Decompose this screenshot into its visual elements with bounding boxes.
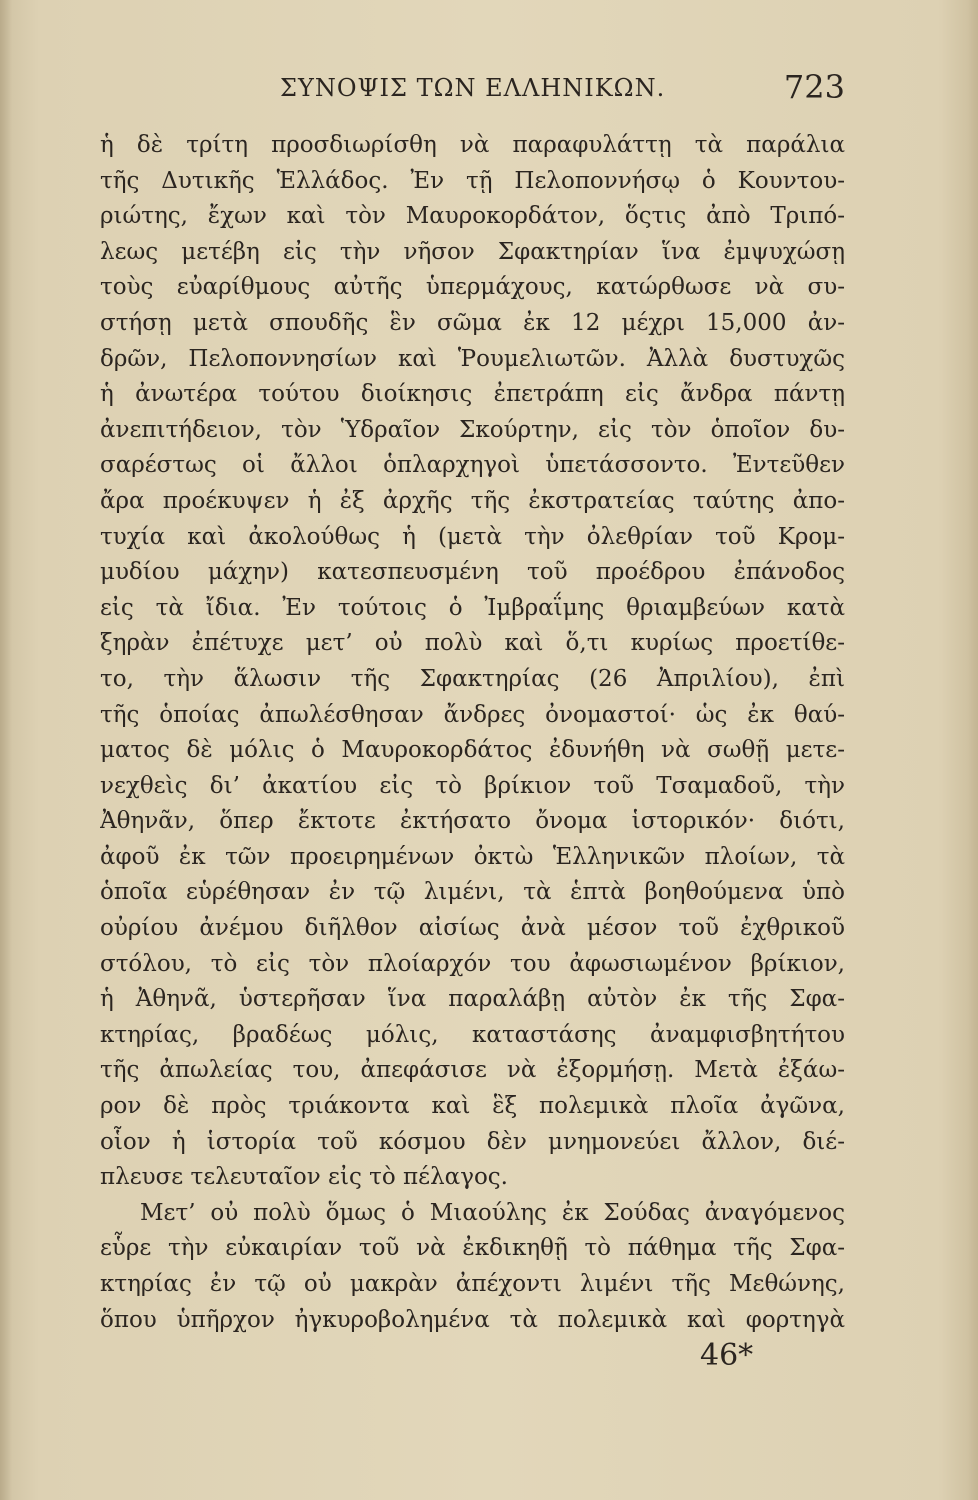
text-line: κτηρίας ἐν τῷ οὐ μακρὰν ἀπέχοντι λιμένι τῆς Μεθώνης, [100,1271,845,1297]
text-line: τῆς Δυτικῆς Ἑλλάδος. Ἐν τῇ Πελοποννήσῳ ὁ Κουντου- [100,167,845,194]
text-line: τῆς ἀπωλείας του, ἀπεφάσισε νὰ ἐξορμήσῃ. Μετὰ ἐξάω- [100,1057,845,1084]
paragraph-end-line: πλευσε τελευταῖον εἰς τὸ πέλαγος. [100,1164,508,1191]
text-line: ἡ Ἀθηνᾶ, ὑστερῆσαν ἵνα παραλάβῃ αὐτὸν ἐκ τῆς Σφα- [100,986,845,1013]
text-line: το, τὴν ἅλωσιν τῆς Σφακτηρίας (26 Ἀπριλίου), ἐπὶ [100,665,845,692]
text-line: εὗρε τὴν εὐκαιρίαν τοῦ νὰ ἐκδικηθῇ τὸ πάθημα τῆς Σφα- [100,1235,845,1262]
page-number: 723 [783,68,845,106]
text-line: τυχία καὶ ἀκολούθως ἡ (μετὰ τὴν ὀλεθρίαν τοῦ Κρομ- [100,523,845,550]
text-line: ματος δὲ μόλις ὁ Μαυροκορδάτος ἐδυνήθη νὰ σωθῇ μετε- [100,737,845,764]
text-line: οἷον ἡ ἱστορία τοῦ κόσμου δὲν μνημονεύει ἄλλον, διέ- [100,1128,845,1155]
text-line: δρῶν, Πελοποννησίων καὶ Ῥουμελιωτῶν. Ἀλλὰ δυστυχῶς [100,345,845,372]
page-right-shadow [968,0,978,1500]
text-line: εἰς τὰ ἴδια. Ἐν τούτοις ὁ Ἰμβραΐμης θριαμβεύων κατὰ [100,594,845,621]
body-text [100,128,845,1338]
text-line: ὁποῖα εὑρέθησαν ἐν τῷ λιμένι, τὰ ἑπτὰ βοηθούμενα ὑπὸ [100,879,845,906]
text-line: ξηρὰν ἐπέτυχε μετ’ οὐ πολὺ καὶ ὅ,τι κυρίως προετίθε- [100,630,845,657]
text-line: ἡ δὲ τρίτη προσδιωρίσθη νὰ παραφυλάττῃ τὰ παράλια [100,132,845,158]
text-line: στήσῃ μετὰ σπουδῆς ἓν σῶμα ἐκ 12 μέχρι 15,000 ἀν- [100,309,845,336]
printer-signature-mark: 46* [700,1338,754,1373]
text-line: ὅπου ὑπῆρχον ἠγκυροβολημένα τὰ πολεμικὰ καὶ φορτηγὰ [100,1306,845,1333]
text-line: Ἀθηνᾶν, ὅπερ ἔκτοτε ἐκτήσατο ὄνομα ἱστορικόν· διότι, [100,808,845,835]
text-line: σαρέστως οἱ ἄλλοι ὁπλαρχηγοὶ ὑπετάσσοντο. Ἐντεῦθεν [100,452,845,479]
text-line: στόλου, τὸ εἰς τὸν πλοίαρχόν του ἀφωσιωμένον βρίκιον, [100,950,845,977]
paragraph-start-line: Μετ’ οὐ πολὺ ὅμως ὁ Μιαούλης ἐκ Σούδας ἀναγόμενος [140,1199,845,1226]
text-line: ριώτης, ἔχων καὶ τὸν Μαυροκορδάτον, ὅςτις ἀπὸ Τριπό- [100,203,845,230]
text-line: ἀφοῦ ἐκ τῶν προειρημένων ὀκτὼ Ἑλληνικῶν πλοίων, τὰ [100,843,845,870]
text-line: λεως μετέβη εἰς τὴν νῆσον Σφακτηρίαν ἵνα ἐμψυχώσῃ [100,238,845,265]
text-line: ἡ ἀνωτέρα τούτου διοίκησις ἐπετράπη εἰς ἄνδρα πάντῃ [100,381,845,408]
text-line: κτηρίας, βραδέως μόλις, καταστάσης ἀναμφισβητήτου [100,1021,845,1048]
running-head-title: ΣΥΝΟΨΙΣ ΤΩΝ ΕΛΛΗΝΙΚΩΝ. [280,74,666,102]
page-left-shadow [0,0,12,1500]
text-line: μυδίου μάχην) κατεσπευσμένη τοῦ προέδρου ἐπάνοδος [100,559,845,586]
text-line: ἄρα προέκυψεν ἡ ἐξ ἀρχῆς τῆς ἐκστρατείας ταύτης ἀπο- [100,487,845,514]
running-head [100,68,845,112]
text-line: ἀνεπιτήδειον, τὸν Ὑδραῖον Σκούρτην, εἰς τὸν ὁποῖον δυ- [100,416,845,443]
text-line: τῆς ὁποίας ἀπωλέσθησαν ἄνδρες ὀνομαστοί· ὡς ἐκ θαύ- [100,701,845,728]
text-line: τοὺς εὐαρίθμους αὐτῆς ὑπερμάχους, κατώρθωσε νὰ συ- [100,274,845,301]
text-line: ρον δὲ πρὸς τριάκοντα καὶ ἓξ πολεμικὰ πλοῖα ἀγῶνα, [100,1093,845,1120]
text-line: νεχθεὶς δι’ ἀκατίου εἰς τὸ βρίκιον τοῦ Τσαμαδοῦ, τὴν [100,772,845,799]
text-line: οὐρίου ἀνέμου διῆλθον αἰσίως ἀνὰ μέσον τοῦ ἐχθρικοῦ [100,915,845,942]
